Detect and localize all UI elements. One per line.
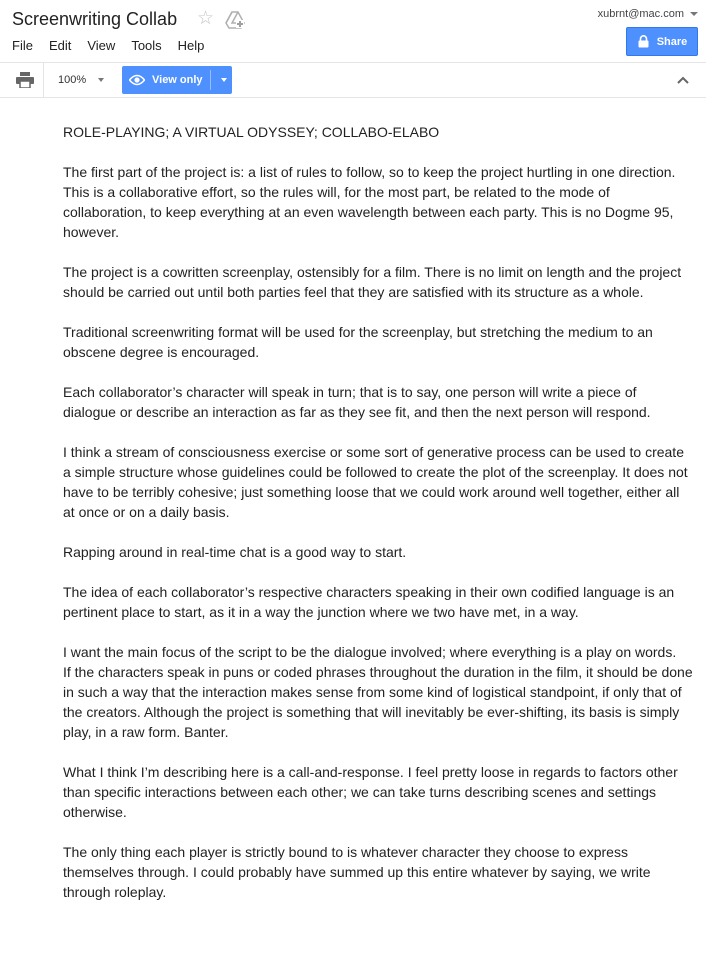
paragraph: The project is a cowritten screenplay, ostensibly for a film. There is no limit on length and the project should be carried out until both parties feel that they are satisfied with its structure as a whole. <box>63 264 682 300</box>
zoom-value: 100% <box>58 74 87 86</box>
star-icon[interactable]: ☆ <box>197 8 215 29</box>
account-switcher[interactable] <box>598 8 698 20</box>
toolbar-separator <box>43 63 44 98</box>
print-icon[interactable] <box>16 72 34 88</box>
app-header <box>0 0 706 62</box>
view-only-label: View only <box>152 74 203 86</box>
chevron-down-icon[interactable] <box>221 78 227 82</box>
zoom-select[interactable] <box>58 74 104 86</box>
paragraph: Traditional screenwriting format will be used for the screenplay, but stretching the medium to an obscene degree is encouraged. <box>63 324 653 360</box>
drive-icon[interactable] <box>225 11 245 29</box>
document-heading: ROLE-PLAYING; A VIRTUAL ODYSSEY; COLLABO-ELABO <box>63 124 440 140</box>
menu-bar <box>12 38 220 53</box>
view-only-divider <box>210 70 211 90</box>
share-label: Share <box>656 35 688 48</box>
paragraph: The first part of the project is: a list of rules to follow, so to keep the project hurtling in one direction. This is a collaborative effort, so the rules will, for the most part, be related to the mode of collaboration, to keep everything at an even wavelength between each party. This is no Dogme 95, however. <box>63 164 676 240</box>
lock-icon <box>637 35 650 48</box>
account-email: xubrnt@mac.com <box>597 8 684 20</box>
paragraph: I want the main focus of the script to be the dialogue involved; where everything is a play on words. <box>63 644 677 660</box>
view-only-button[interactable] <box>122 66 232 94</box>
menu-tools[interactable]: Tools <box>131 38 162 53</box>
paragraph: Each collaborator’s character will speak in turn; that is to say, one person will write a piece of dialogue or describe an interaction as far as they see fit, and then the next person will respond. <box>63 384 651 420</box>
paragraph: I think a stream of consciousness exercise or some sort of generative process can be used to create a simple structure whose guidelines could be followed to create the plot of the screenplay. It does not have to be terribly cohesive; just something loose that we could work around well together, either all at once or on a daily basis. <box>63 444 688 520</box>
chevron-down-icon <box>98 78 104 82</box>
paragraph: If the characters speak in puns or coded phrases throughout the duration in the film, it should be done in such a way that the interaction makes sense from some kind of logistical standpoint, if only that of the creators. Although the project is something that will inevitably be ever-shifting, its basis is simply play, in a raw form. Banter. <box>63 664 693 740</box>
menu-file[interactable]: File <box>12 38 33 53</box>
document-title[interactable]: Screenwriting Collab <box>12 9 178 29</box>
toolbar <box>0 62 706 98</box>
menu-view[interactable]: View <box>87 38 116 53</box>
eye-icon <box>129 74 145 86</box>
paragraph: The only thing each player is strictly bound to is whatever character they choose to express themselves through. I could probably have summed up this entire whatever by saying, we write through roleplay. <box>63 844 651 900</box>
menu-help[interactable]: Help <box>177 38 205 53</box>
document-body <box>63 122 693 922</box>
chevron-up-icon[interactable] <box>676 73 690 87</box>
menu-edit[interactable]: Edit <box>48 38 72 53</box>
paragraph: Rapping around in real-time chat is a good way to start. <box>63 544 407 560</box>
chevron-down-icon <box>690 12 698 16</box>
paragraph: The idea of each collaborator’s respective characters speaking in their own codified language is an pertinent place to start, as it in a way the junction where we two have met, in a way. <box>63 584 675 620</box>
paragraph: What I think I’m describing here is a call-and-response. I feel pretty loose in regards to factors other than specific interactions between each other; we can take turns describing scenes and settings otherwise. <box>63 764 678 820</box>
share-button[interactable] <box>626 27 698 56</box>
